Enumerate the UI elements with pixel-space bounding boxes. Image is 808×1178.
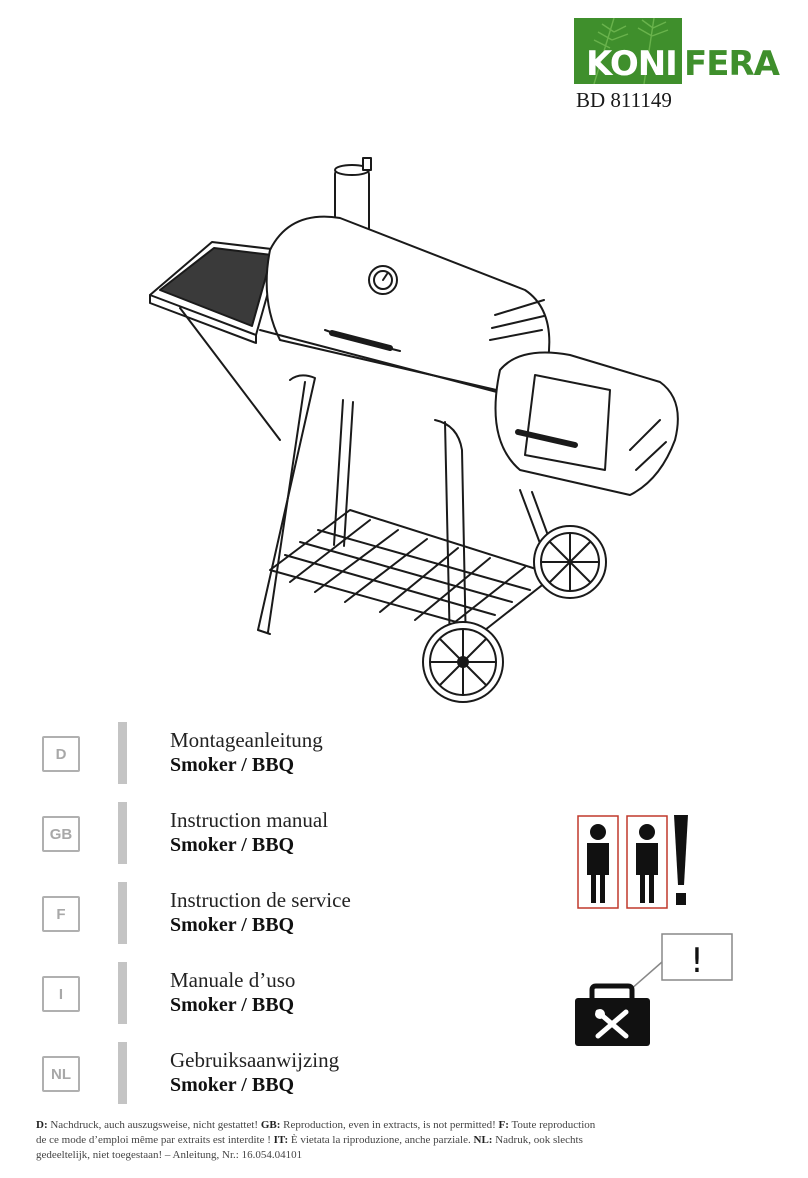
language-code-badge: F — [42, 896, 80, 932]
brand-logo — [574, 18, 779, 84]
footer-text-nl: Nadruk, ook slechts gedeeltelijk, niet toegestaan! – Anleitung, Nr.: 16.054.04101 — [36, 1134, 583, 1161]
language-row-nl — [42, 1042, 662, 1106]
manual-title: Montageanleitung — [170, 728, 323, 752]
footer-label-nl: NL: — [473, 1134, 493, 1146]
language-row-gb — [42, 802, 662, 866]
logo-text-fera: FERA — [684, 44, 779, 84]
smoker-bbq-illustration — [140, 150, 700, 710]
manual-title: Gebruiksaanwijzing — [170, 1048, 340, 1072]
language-code-badge: NL — [42, 1056, 80, 1092]
language-divider — [118, 882, 127, 944]
language-row-d — [42, 722, 662, 786]
language-divider — [118, 802, 127, 864]
footer-text-it: È vietata la riproduzione, anche parziale. — [290, 1134, 471, 1146]
product-name: Smoker / BBQ — [170, 994, 295, 1016]
logo-green-block — [574, 18, 682, 84]
language-divider — [118, 962, 127, 1024]
manual-title: Manuale d’uso — [170, 968, 296, 992]
model-number: BD 811149 — [576, 88, 672, 112]
language-code-badge: I — [42, 976, 80, 1012]
footer-label-it: IT: — [273, 1134, 289, 1146]
two-persons-warning-icon — [577, 813, 697, 913]
footer-label-d: D: — [36, 1119, 48, 1131]
footer-text-f: Toute reproduction de ce mode d’emploi même par extraits est interdite ! — [36, 1119, 596, 1146]
footer-label-gb: GB: — [260, 1119, 281, 1131]
product-name: Smoker / BBQ — [170, 754, 295, 776]
product-name: Smoker / BBQ — [170, 914, 295, 936]
manual-title: Instruction manual — [170, 808, 329, 832]
logo-text-koni: KONI — [586, 44, 677, 84]
language-divider — [118, 722, 127, 784]
language-divider — [118, 1042, 127, 1104]
language-row-f — [42, 882, 662, 946]
copyright-footer — [36, 1118, 596, 1163]
language-row-i — [42, 962, 662, 1026]
footer-label-f: F: — [498, 1119, 509, 1131]
toolbox-icon — [570, 932, 740, 1052]
product-name: Smoker / BBQ — [170, 1074, 295, 1096]
footer-text-gb: Reproduction, even in extracts, is not permitted! — [283, 1119, 496, 1131]
language-code-badge: D — [42, 736, 80, 772]
language-code-badge: GB — [42, 816, 80, 852]
footer-text-d: Nachdruck, auch auszugsweise, nicht gestattet! — [50, 1119, 259, 1131]
note-exclamation: ! — [690, 941, 704, 981]
manual-title: Instruction de service — [170, 888, 351, 912]
product-name: Smoker / BBQ — [170, 834, 295, 856]
